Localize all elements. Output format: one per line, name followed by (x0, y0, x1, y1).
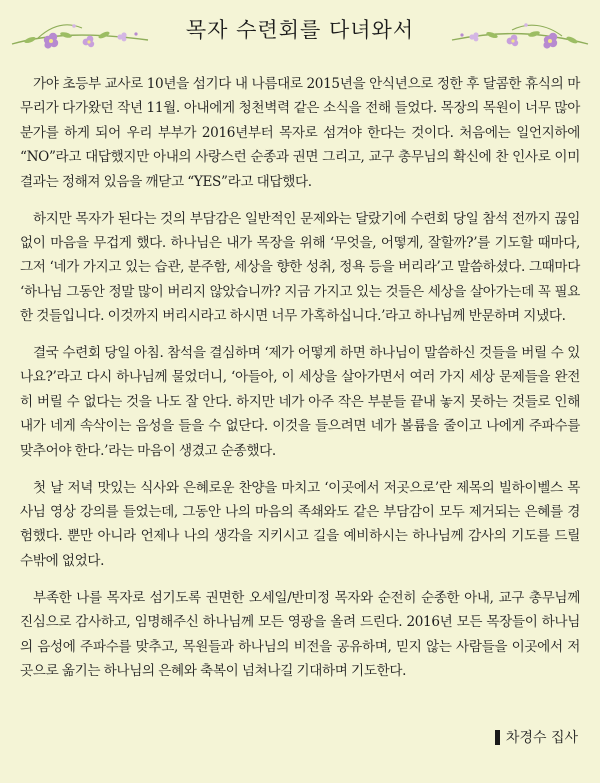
header (0, 0, 600, 64)
paragraph: 결국 수련회 당일 아침. 참석을 결심하며 ‘제가 어떻게 하면 하나님이 말씀하신 것들을 버릴 수 있나요?’라고 다시 하나님께 물었더니, ‘아들아, 이 세상을 살아가면서 여러 가지 세상 문제들을 완전히 버릴 수 없다는 것을 나도 잘 안다. 하지만 네가 아주 작은 부분들 끝내 놓지 못하는 것들로 인해 내가 네게 속삭이는 음성을 들을 수 없단다. 이것을 들으려면 네가 볼륨을 줄이고 나에게 주파수를 맞추어야 한다.’라는 마음이 생겼고 순종했다. (20, 345, 580, 459)
paragraph: 하지만 목자가 된다는 것의 부담감은 일반적인 문제와는 달랐기에 수련회 당일 참석 전까지 끊임없이 마음을 무겁게 했다. 하나님은 내가 목장을 위해 ‘무엇을, 어떻게, 잘할까?’를 기도할 때마다, 그저 ‘네가 가지고 있는 습관, 분주함, 세상을 향한 성취, 정욕 등을 버리라’고 말씀하셨다. 그때마다 ‘하나님 그동안 정말 많이 버리지 않았습니까? 지금 가지고 있는 것들은 세상을 살아가는데 꼭 필요한 것들입니다. 이것까지 버리시라고 하시면 너무 가혹하십니다.’라고 하나님께 반문하며 지냈다. (20, 210, 580, 325)
page-title: 목자 수련회를 다녀와서 (185, 18, 415, 42)
paragraph: 가야 초등부 교사로 10년을 섬기다 내 나름대로 2015년을 안식년으로 정한 후 달콤한 휴식의 마무리가 다가왔던 작년 11월. 아내에게 청천벽력 같은 소식을 전해 들었다. 목장의 목원이 너무 많아 분가를 하게 되어 우리 부부가 2016년부터 목자로 섬겨야 한다는 것이다. 처음에는 일언지하에 “NO”라고 대답했지만 아내의 사랑스런 순종과 권면 그리고, 교구 총무님의 확신에 찬 인사로 이미 결과는 정해져 있음을 깨닫고 “YES”라고 대답했다. (20, 76, 580, 190)
flower-sprig-icon (442, 4, 592, 60)
article-body (20, 72, 580, 696)
signature-marker-icon (495, 730, 500, 745)
paragraph: 첫 날 저녁 맛있는 식사와 은혜로운 찬양을 마치고 ‘이곳에서 저곳으로’란 제목의 빌하이벨스 목사님 영상 강의를 들었는데, 그동안 나의 마음의 족쇄와도 같은 부담감이 모두 제거되는 은혜를 경험했다. 뿐만 아니라 언제나 나의 생각을 지키시고 길을 예비하시는 하나님께 감사의 기도를 드릴 수밖에 없었다. (20, 479, 580, 569)
author-signature (495, 727, 578, 747)
author-name: 차경수 집사 (505, 730, 578, 746)
paragraph: 부족한 나를 목자로 섬기도록 권면한 오세일/반미정 목자와 순전히 순종한 아내, 교구 총무님께 진심으로 감사하고, 임명해주신 하나님께 모든 영광을 올려 드린다. 2016년 모든 목장들이 하나님의 음성에 주파수를 맞추고, 목원들과 하나님의 비전을 공유하며, 믿지 않는 사람들을 이곳에서 저곳으로 옮기는 하나님의 은혜와 축복이 넘쳐나길 기대하며 기도한다. (20, 589, 580, 679)
